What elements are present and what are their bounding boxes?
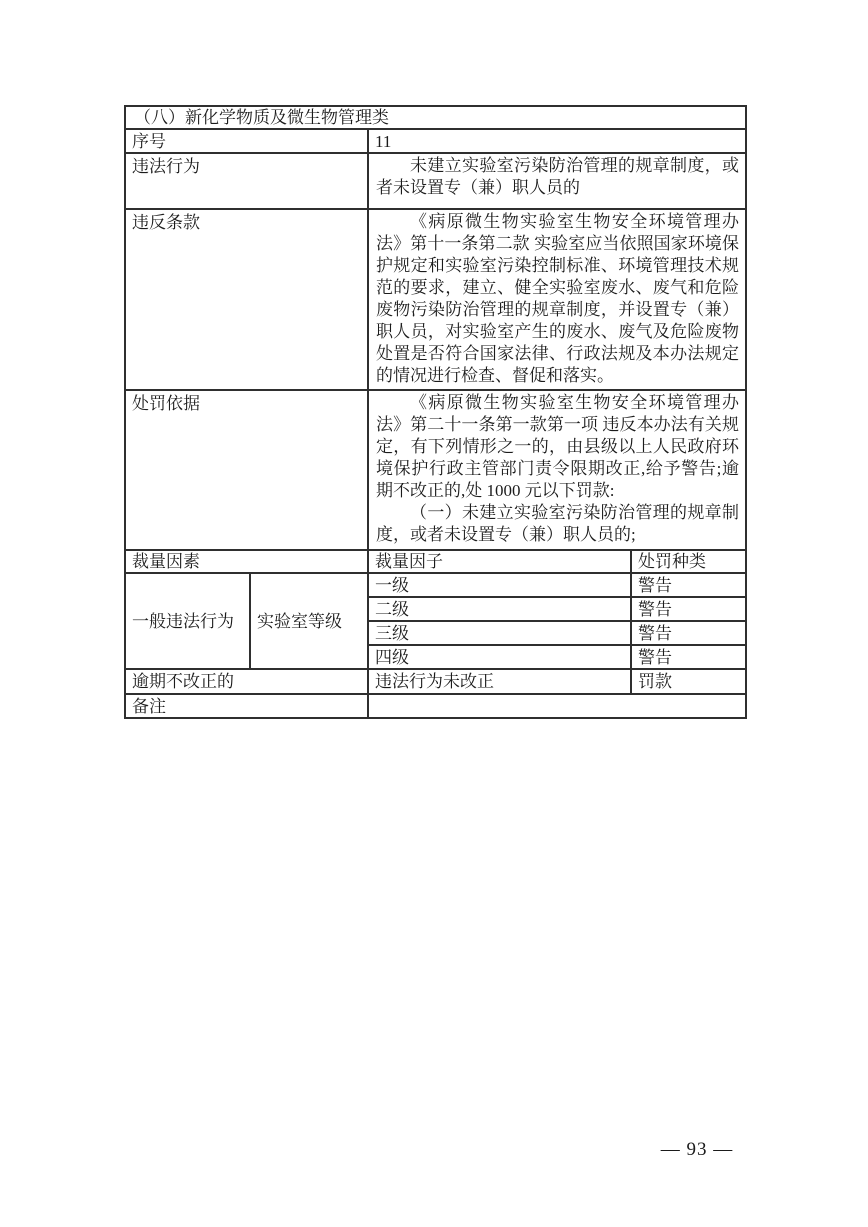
level-2-factor: 二级	[368, 597, 631, 621]
penalty-basis-paragraph-1: 《病原微生物实验室生物安全环境管理办法》第二十一条第一款第一项 违反本办法有关规定，有下列情形之一的，由县级以上人民政府环境保护行政主管部门责令限期改正,给予警告;逾期不改正的,处 1000 元以下罚款:	[376, 393, 739, 500]
table-row	[125, 153, 746, 209]
illegal-act-label: 违法行为	[125, 153, 368, 209]
level-4-factor: 四级	[368, 645, 631, 669]
illegal-act-value	[368, 153, 746, 209]
overdue-penalty: 罚款	[631, 669, 746, 694]
lab-level-cell: 实验室等级	[250, 573, 368, 669]
level-1-factor: 一级	[368, 573, 631, 597]
penalty-standard-table	[124, 105, 747, 719]
table-row	[125, 390, 746, 550]
serial-number-value: 11	[368, 129, 746, 153]
table-row	[125, 106, 746, 129]
general-illegal-act-cell: 一般违法行为	[125, 573, 250, 669]
page-number: — 93 —	[660, 1139, 734, 1160]
table-row	[125, 129, 746, 153]
remarks-value	[368, 694, 746, 718]
level-2-penalty: 警告	[631, 597, 746, 621]
penalty-basis-value	[368, 390, 746, 550]
violated-clause-value	[368, 209, 746, 390]
overdue-factor: 违法行为未改正	[368, 669, 631, 694]
table-row	[125, 573, 746, 597]
violated-clause-text: 《病原微生物实验室生物安全环境管理办法》第十一条第二款 实验室应当依照国家环境保护规定和实验室污染控制标准、环境管理技术规范的要求，建立、健全实验室废水、废气和危险废物污染防治管理的规章制度，并设置专（兼）职人员，对实验室产生的废水、废气及危险废物处置是否符合国家法律、行政法规及本办法规定的情况进行检查、督促和落实。	[376, 212, 739, 385]
remarks-label: 备注	[125, 694, 368, 718]
serial-number-label: 序号	[125, 129, 368, 153]
discretion-factor-header: 裁量因素	[125, 550, 368, 573]
level-3-penalty: 警告	[631, 621, 746, 645]
illegal-act-text: 未建立实验室污染防治管理的规章制度，或者未设置专（兼）职人员的	[376, 156, 739, 197]
penalty-type-header: 处罚种类	[631, 550, 746, 573]
section-title: （八）新化学物质及微生物管理类	[125, 106, 746, 129]
overdue-label: 逾期不改正的	[125, 669, 368, 694]
table-row	[125, 694, 746, 718]
level-1-penalty: 警告	[631, 573, 746, 597]
table-row	[125, 209, 746, 390]
level-3-factor: 三级	[368, 621, 631, 645]
table-row	[125, 669, 746, 694]
level-4-penalty: 警告	[631, 645, 746, 669]
penalty-basis-label: 处罚依据	[125, 390, 368, 550]
discretion-subfactor-header: 裁量因子	[368, 550, 631, 573]
violated-clause-label: 违反条款	[125, 209, 368, 390]
penalty-basis-paragraph-2: （一）未建立实验室污染防治管理的规章制度，或者未设置专（兼）职人员的;	[376, 503, 739, 544]
table-row	[125, 550, 746, 573]
